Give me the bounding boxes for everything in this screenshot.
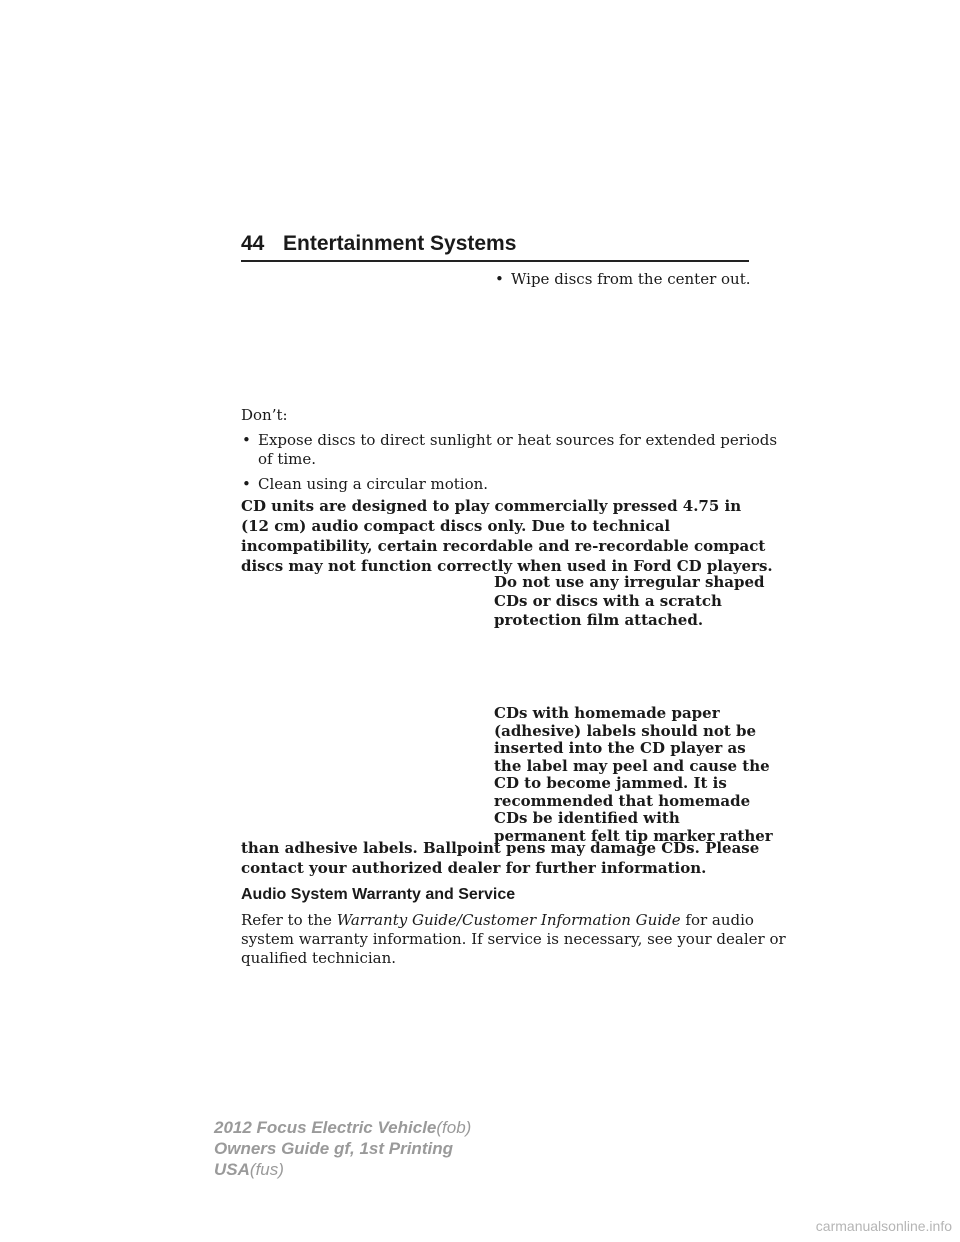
cd-warning-paragraph — [241, 496, 773, 576]
label-warning-line: recommended that homemade — [494, 791, 751, 810]
warranty-guide-name: Warranty Guide/Customer Information Guide — [336, 911, 681, 929]
warranty-heading: Audio System Warranty and Service — [241, 886, 516, 903]
warranty-intro: Refer to the — [241, 911, 332, 929]
footer-line-2: Owners Guide gf, 1st Printing — [214, 1139, 453, 1158]
label-warning-line: CDs with homemade paper — [494, 704, 720, 722]
page-number: 44 — [241, 232, 265, 255]
warranty-paragraph — [241, 911, 786, 968]
footer-market: USA — [214, 1160, 250, 1179]
header-rule — [241, 260, 749, 262]
warranty-line2: system warranty information. If service is necessary, see your dealer or — [241, 930, 786, 948]
cd-warning-line: incompatibility, certain recordable and re-recordable compact — [241, 537, 766, 555]
label-warning-line: inserted into the CD player as — [494, 739, 746, 757]
label-warning — [494, 705, 773, 845]
irregular-warning-line: Do not use any irregular shaped — [494, 573, 765, 591]
dont-bullet-sunlight-line: • Expose discs to direct sunlight or heat sources for extended periods — [258, 431, 778, 449]
cd-warning-line: (12 cm) audio compact discs only. Due to technical — [241, 517, 671, 535]
label-warning-line: CD to become jammed. It is — [494, 774, 727, 792]
label-warning-line: (adhesive) labels should not be — [494, 721, 757, 740]
label-warning-continued — [241, 838, 759, 878]
footer-vehicle: 2012 Focus Electric Vehicle — [214, 1118, 437, 1137]
dont-bullet-sunlight-line: of time. — [258, 450, 317, 468]
bullet-wipe-discs: • Wipe discs from the center out. — [511, 270, 751, 289]
footer-market-code: (fus) — [249, 1160, 284, 1179]
label-warning-line: the label may peel and cause the — [494, 756, 770, 775]
footer-line-3 — [214, 1160, 284, 1179]
label-warning-line: CDs be identified with — [494, 809, 680, 827]
footer-vehicle-code: (fob) — [436, 1118, 472, 1137]
label-warning-cont-line: than adhesive labels. Ballpoint pens may damage CDs. Please — [241, 839, 760, 857]
irregular-cd-warning — [494, 573, 765, 630]
donts-heading: Don’t: — [241, 406, 288, 424]
label-warning-line: permanent felt tip marker rather — [494, 826, 773, 845]
warranty-line3: qualified technician. — [241, 949, 397, 967]
cd-warning-line: discs may not function correctly when used in Ford CD players. — [241, 557, 773, 575]
footer-line-1 — [214, 1118, 471, 1137]
watermark: carmanualsonline.info — [815, 1218, 952, 1234]
irregular-warning-line: protection film attached. — [494, 611, 704, 629]
dont-bullet-circular: • Clean using a circular motion. — [258, 475, 488, 494]
section-title: Entertainment Systems — [283, 232, 517, 255]
label-warning-cont-line: contact your authorized dealer for further information. — [241, 859, 707, 877]
irregular-warning-line: CDs or discs with a scratch — [494, 592, 722, 610]
warranty-line1-rest: for audio — [685, 911, 754, 929]
cd-warning-line: CD units are designed to play commercially pressed 4.75 in — [241, 497, 742, 515]
dont-bullet-sunlight — [258, 431, 777, 469]
